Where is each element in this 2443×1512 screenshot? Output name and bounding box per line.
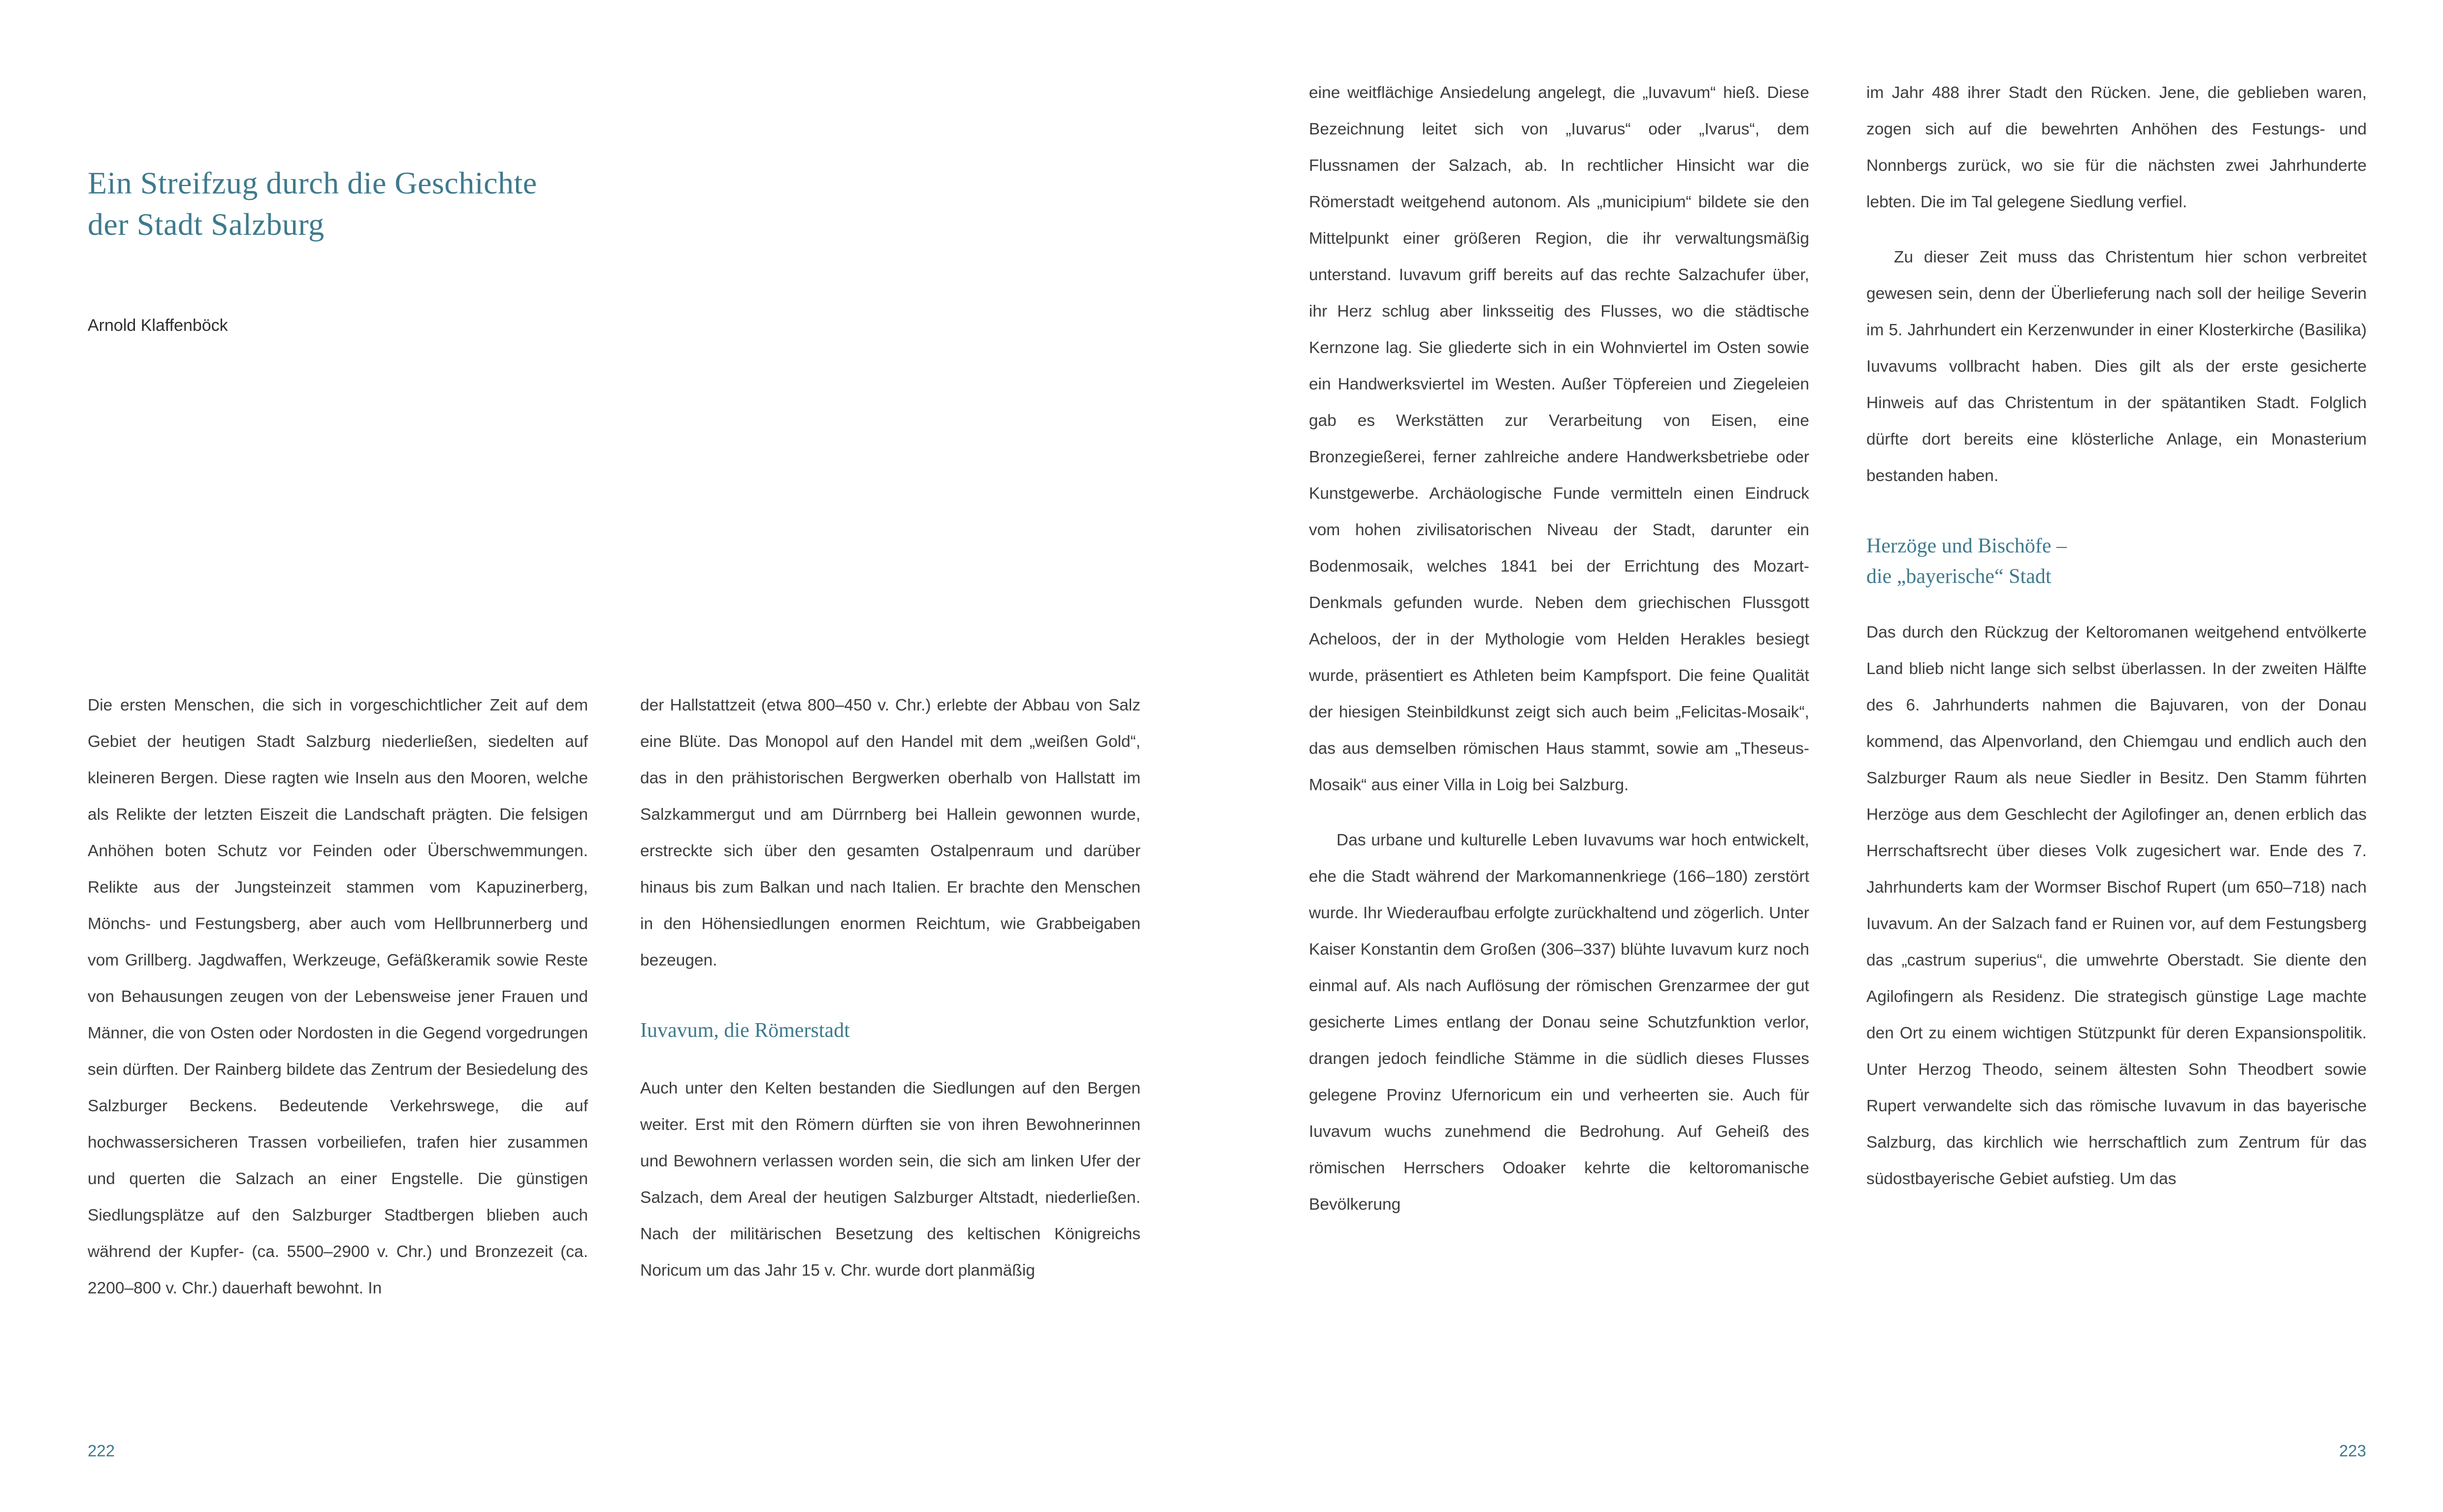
article-title — [88, 162, 537, 245]
right-page-column-2 — [1866, 75, 2367, 1197]
page-number-right: 223 — [2339, 1442, 2366, 1460]
section-heading-iuvavum: Iuvavum, die Römerstadt — [640, 1019, 850, 1042]
article-title-line2: der Stadt Salzburg — [88, 207, 325, 242]
paragraph: eine weitflächige Ansiedelung angelegt, die „Iuvavum“ hieß. Diese Bezeichnung leitet sich von „Iuvarus“ oder „Ivarus“, dem Flussnamen der Salzach, ab. In rechtlicher Hinsicht war die Römerstadt weitgehend autonom. Als „municipium“ bildete sie den Mittelpunkt einer größeren Region, die ihr verwaltungsmäßig unterstand. Iuvavum griff bereits auf das rechte Salzachufer über, ihr Herz schlug aber linksseitig des Flusses, wo die städtische Kernzone lag. Sie gliederte sich in ein Wohnviertel im Osten sowie ein Handwerksviertel im Westen. Außer Töpfereien und Ziegeleien gab es Werkstätten zur Verarbeitung von Eisen, eine Bronzegießerei, ferner zahlreiche andere Handwerksbetriebe oder Kunstgewerbe. Archäologische Funde vermitteln einen Eindruck vom hohen zivilisatorischen Niveau der Stadt, darunter ein Bodenmosaik, welches 1841 bei der Errichtung des Mozart-Denkmals gefunden wurde. Neben dem griechischen Flussgott Acheloos, der in der Mythologie vom Helden Herakles besiegt wurde, präsentiert es Athleten beim Kampfsport. Die feine Qualität der hiesigen Steinbildkunst zeigt sich auch beim „Felicitas-Mosaik“, das aus demselben römischen Haus stammt, sowie am „Theseus-Mosaik“ aus einer Villa in Loig bei Salzburg. — [1309, 84, 1809, 794]
right-page-column-1 — [1309, 75, 1809, 1223]
section-heading-line1: Herzöge und Bischöfe – — [1866, 535, 2067, 557]
paragraph: im Jahr 488 ihrer Stadt den Rücken. Jene, die geblieben waren, zogen sich auf die bewehrten Anhöhen des Festungs- und Nonnbergs zurück, wo sie für die nächsten zwei Jahrhunderte lebten. Die im Tal gelegene Siedlung verfiel. — [1866, 84, 2367, 211]
paragraph: Das urbane und kulturelle Leben Iuvavums war hoch entwickelt, ehe die Stadt während der Markomannenkriege (166–180) zerstört wurde. Ihr Wiederaufbau erfolgte zurückhaltend und zögerlich. Unter Kaiser Konstantin dem Großen (306–337) blühte Iuvavum kurz noch einmal auf. Als nach Auflösung der römischen Grenzarmee der gut gesicherte Limes entlang der Donau seine Schutzfunktion verlor, drangen jedoch feindliche Stämme in die südlich dieses Flusses gelegene Provinz Ufernoricum ein und verheerten sie. Auch für Iuvavum wuchs zunehmend die Bedrohung. Auf Geheiß des römischen Herrschers Odoaker kehrte die keltoromanische Bevölkerung — [1309, 831, 1809, 1214]
article-title-line1: Ein Streifzug durch die Geschichte — [88, 165, 537, 200]
article-author: Arnold Klaffenböck — [88, 316, 228, 335]
left-page-column-1 — [88, 687, 588, 1307]
paragraph: Auch unter den Kelten bestanden die Siedlungen auf den Bergen weiter. Erst mit den Römern dürften sie von ihren Bewohnerinnen und Bewohnern verlassen worden sein, die sich am linken Ufer der Salzach, dem Areal der heutigen Salzburger Altstadt, niederließen. Nach der militärischen Besetzung des keltischen Königreichs Noricum um das Jahr 15 v. Chr. wurde dort planmäßig — [640, 1079, 1140, 1280]
paragraph: Die ersten Menschen, die sich in vorgeschichtlicher Zeit auf dem Gebiet der heutigen Stadt Salzburg niederließen, siedelten auf kleineren Bergen. Diese ragten wie Inseln aus den Mooren, welche als Relikte der letzten Eiszeit die Landschaft prägten. Die felsigen Anhöhen boten Schutz vor Feinden oder Überschwemmungen. Relikte aus der Jungsteinzeit stammen vom Kapuzinerberg, Mönchs- und Festungsberg, aber auch vom Hellbrunnerberg und vom Grillberg. Jagdwaffen, Werkzeuge, Gefäßkeramik sowie Reste von Behausungen zeugen von der Lebensweise jener Frauen und Männer, die von Osten oder Nordosten in die Gegend vorgedrungen sein dürften. Der Rainberg bildete das Zentrum der Besiedelung des Salzburger Beckens. Bedeutende Verkehrswege, die auf hochwassersicheren Trassen vorbeiliefen, trafen hier zusammen und querten die Salzach an einer Engstelle. Die günstigen Siedlungsplätze auf den Salzburger Stadtbergen blieben auch während der Kupfer- (ca. 5500–2900 v. Chr.) und Bronzezeit (ca. 2200–800 v. Chr.) dauerhaft bewohnt. In — [88, 696, 588, 1297]
left-page-column-2 — [640, 687, 1140, 1289]
paragraph: Das durch den Rückzug der Keltoromanen weitgehend entvölkerte Land blieb nicht lange sich selbst überlassen. In der zweiten Hälfte des 6. Jahrhunderts nahmen die Bajuvaren, von der Donau kommend, das Alpenvorland, den Chiemgau und endlich auch den Salzburger Raum als neue Siedler in Besitz. Den Stamm führten Herzöge aus dem Geschlecht der Agilofinger an, denen erblich das Herrschaftsrecht über dieses Volk zugesichert war. Ende des 7. Jahrhunderts kam der Wormser Bischof Rupert (um 650–718) nach Iuvavum. An der Salzach fand er Ruinen vor, auf dem Festungsberg das „castrum superius“, die umwehrte Oberstadt. Sie diente den Agilofingern als Residenz. Die strategisch günstige Lage machte den Ort zu einem wichtigen Stützpunkt für deren Expansionspolitik. Unter Herzog Theodo, seinem ältesten Sohn Theodbert sowie Rupert verwandelte sich das römische Iuvavum in das bayerische Salzburg, das kirchlich wie herrschaftlich zum Zentrum für das südostbayerische Gebiet aufstieg. Um das — [1866, 623, 2367, 1188]
paragraph: Zu dieser Zeit muss das Christentum hier schon verbreitet gewesen sein, denn der Überlieferung nach soll der heilige Severin im 5. Jahrhundert ein Kerzenwunder in einer Klosterkirche (Basilika) Iuvavums vollbracht haben. Dies gilt als der erste gesicherte Hinweis auf das Christentum in der spätantiken Stadt. Folglich dürfte dort bereits eine klösterliche Anlage, ein Monasterium bestanden haben. — [1866, 248, 2367, 485]
section-heading-herzoege — [1866, 531, 2367, 592]
paragraph: der Hallstattzeit (etwa 800–450 v. Chr.) erlebte der Abbau von Salz eine Blüte. Das Monopol auf den Handel mit dem „weißen Gold“, das in den prähistorischen Bergwerken oberhalb von Hallstatt im Salzkammergut und am Dürrnberg bei Hallein gewonnen wurde, erstreckte sich über den gesamten Ostalpenraum und darüber hinaus bis zum Balkan und nach Italien. Er brachte den Menschen in den Höhensiedlungen enormen Reichtum, wie Grabbeigaben bezeugen. — [640, 696, 1140, 969]
page-number-left: 222 — [88, 1442, 115, 1460]
section-heading-line2: die „bayerische“ Stadt — [1866, 565, 2052, 588]
